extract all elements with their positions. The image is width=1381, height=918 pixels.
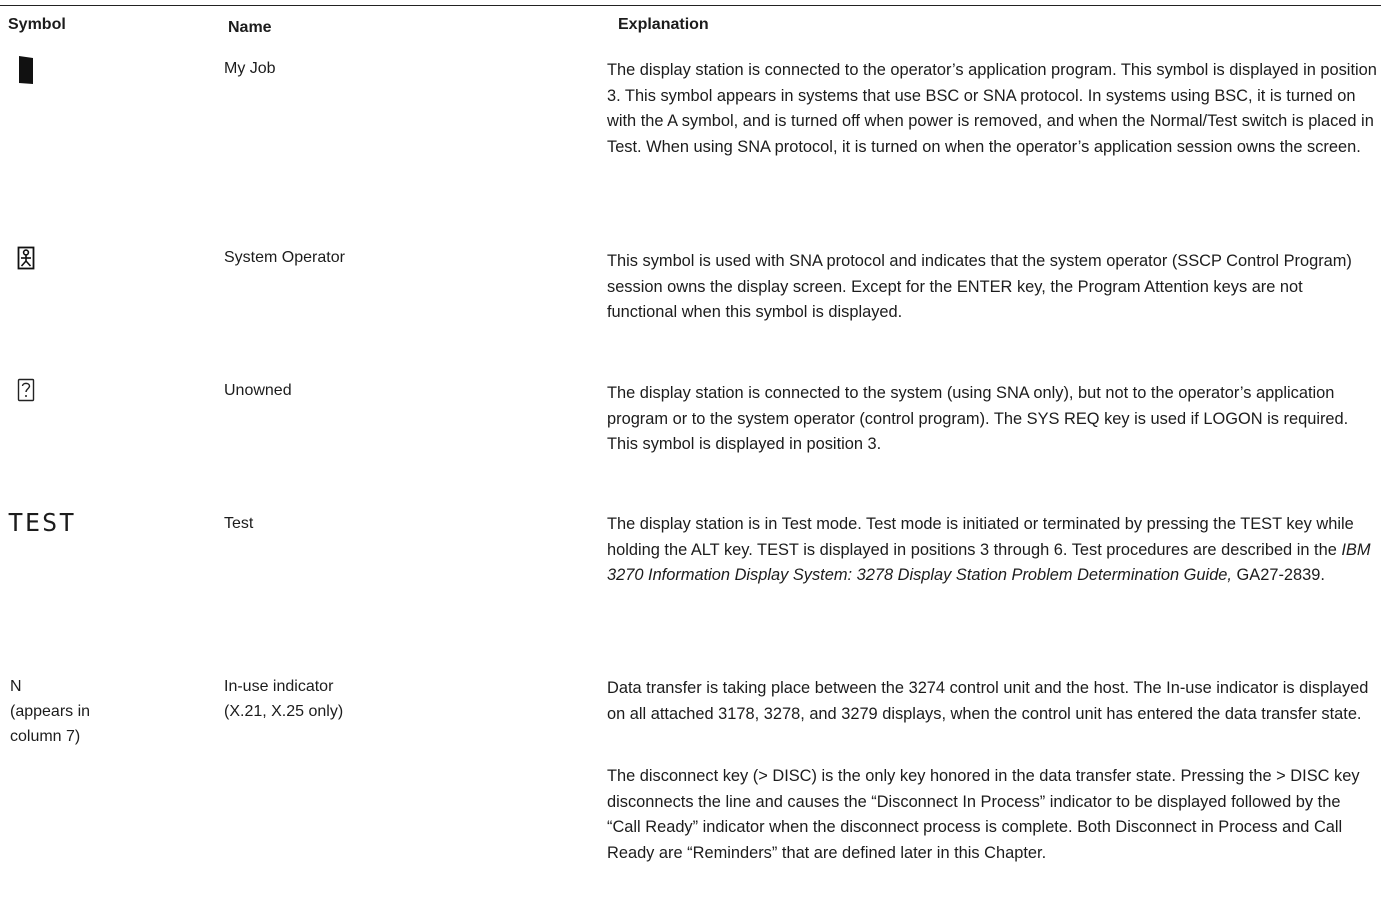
row-name-in-use: In-use indicator	[224, 678, 334, 695]
in-use-symbol-note-2: column 7)	[10, 728, 81, 745]
row-explanation-my-job: The display station is connected to the operator’s application program. This symbol is displayed in position 3. This symbol appears in systems that use BSC or SNA protocol. In systems using BSC, it is turned on with the A symbol, and is turned off when power is removed, and when the Normal/Test switch is placed in Test. When using SNA protocol, it is turned on when the operator’s application session owns the screen.	[607, 61, 1377, 156]
in-use-symbol-note-1: (appears in	[10, 703, 91, 720]
row-explanation-disconnect: The disconnect key (> DISC) is the only key honored in the data transfer state. Pressing the > DISC key disconnects the line and causes the “Disconnect In Process” indicator to be displayed followed by the “Call Ready” indicator when the disconnect process is complete. Both Disconnect in Process and Call Ready are “Reminders” that are defined later in this Chapter.	[607, 767, 1360, 862]
row-explanation-test	[607, 512, 1377, 589]
row-name-my-job: My Job	[224, 60, 276, 77]
question-box-icon	[17, 378, 35, 407]
row-name-in-use-note: (X.21, X.25 only)	[224, 703, 344, 720]
row-explanation-system-operator: This symbol is used with SNA protocol and indicates that the system operator (SSCP Control Program) session owns the display screen. Except for the ENTER key, the Program Attention keys are not functional when this symbol is displayed.	[607, 252, 1352, 322]
test-symbol: TEST	[8, 508, 77, 537]
row-name-unowned: Unowned	[224, 382, 292, 399]
row-explanation-in-use: Data transfer is taking place between the 3274 control unit and the host. The In-use indicator is displayed on all attached 3178, 3278, and 3279 displays, when the control unit has entered the data transfer state.	[607, 679, 1369, 723]
test-explanation-text: The display station is in Test mode. Test mode is initiated or terminated by pressing the TEST key while holding the ALT key. TEST is displayed in positions 3 through 6. Test procedures are described in the	[607, 515, 1354, 559]
row-name-test: Test	[224, 515, 254, 532]
solid-block-icon	[18, 55, 34, 90]
header-symbol: Symbol	[8, 16, 66, 33]
operator-figure-icon	[17, 246, 35, 275]
row-name-system-operator: System Operator	[224, 249, 345, 266]
top-rule	[0, 5, 1381, 6]
guide-number: GA27-2839.	[1231, 566, 1325, 585]
header-explanation: Explanation	[618, 16, 709, 33]
guide-title: IBM 3270 Information Display System: 3278 Display Station Problem Determination Guide,	[607, 540, 1371, 585]
in-use-symbol: N	[10, 678, 22, 695]
header-name: Name	[228, 19, 272, 36]
row-explanation-unowned: The display station is connected to the system (using SNA only), but not to the operator’s application program or to the system operator (control program). The SYS REQ key is used if LOGON is required. This symbol is displayed in position 3.	[607, 384, 1349, 454]
